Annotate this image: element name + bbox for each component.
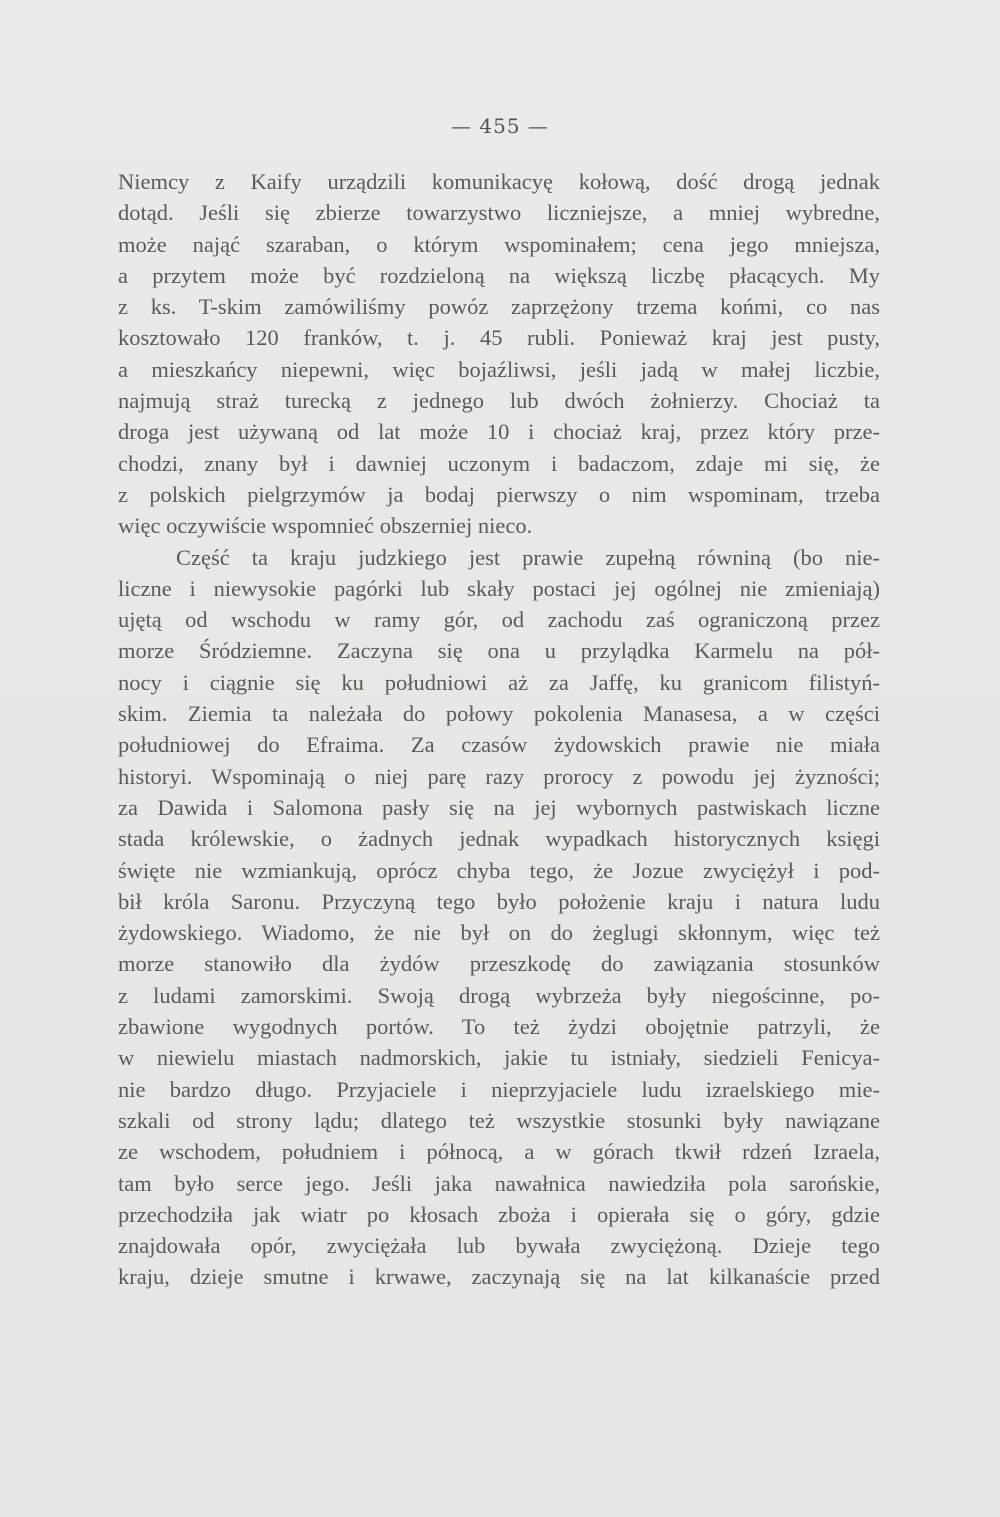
body-text [118, 166, 880, 1293]
text-line: morze stanowiło dla żydów przeszkodę do zawiązania stosunków [118, 951, 880, 977]
text-line: historyi. Wspominają o niej parę razy prorocy z powodu jej żyzności; [118, 763, 880, 789]
text-line: dotąd. Jeśli się zbierze towarzystwo liczniejsze, a mniej wybredne, [118, 200, 880, 226]
text-line: bił króla Saronu. Przyczyną tego było położenie kraju i natura ludu [118, 888, 880, 914]
text-line: morze Śródziemne. Zaczyna się ona u przylądka Karmelu na pół- [118, 638, 880, 664]
text-line: z polskich pielgrzymów ja bodaj pierwszy o nim wspominam, trzeba [118, 481, 880, 507]
text-line: za Dawida i Salomona pasły się na jej wybornych pastwiskach liczne [118, 794, 880, 820]
text-line: zbawione wygodnych portów. To też żydzi obojętnie patrzyli, że [118, 1014, 880, 1040]
text-line: żydowskiego. Wiadomo, że nie był on do żeglugi skłonnym, więc też [118, 920, 880, 946]
text-line: z ks. T-skim zamówiliśmy powóz zaprzężony trzema końmi, co nas [118, 294, 880, 320]
text-line: kosztowało 120 franków, t. j. 45 rubli. Ponieważ kraj jest pusty, [118, 325, 880, 351]
text-line: szkali od strony lądu; dlatego też wszystkie stosunki były nawiązane [118, 1107, 880, 1133]
text-line: z ludami zamorskimi. Swoją drogą wybrzeża były niegościnne, po- [118, 982, 880, 1008]
text-line: tam było serce jego. Jeśli jaka nawałnica nawiedziła pola sarońskie, [118, 1170, 880, 1196]
text-line: droga jest używaną od lat może 10 i chociaż kraj, przez który prze- [118, 419, 880, 445]
text-line: liczne i niewysokie pagórki lub skały postaci jej ogólnej nie zmieniają) [118, 575, 880, 601]
text-line: a mieszkańcy niepewni, więc bojaźliwsi, jeśli jadą w małej liczbie, [118, 356, 880, 382]
text-line: stada królewskie, o żadnych jednak wypadkach historycznych księgi [118, 826, 880, 852]
text-line: Niemcy z Kaify urządzili komunikacyę kołową, dość drogą jednak [118, 169, 880, 194]
text-line: święte nie wzmiankują, oprócz chyba tego, że Jozue zwyciężył i pod- [118, 857, 880, 883]
text-line: ze wschodem, południem i północą, a w górach tkwił rdzeń Izraela, [118, 1139, 880, 1165]
text-line: znajdowała opór, zwyciężała lub bywała zwyciężoną. Dzieje tego [118, 1233, 880, 1259]
text-line-paragraph-end: więc oczywiście wspomnieć obszerniej nieco. [118, 513, 533, 539]
text-line: chodzi, znany był i dawniej uczonym i badaczom, zdaje mi się, że [118, 450, 880, 476]
text-line: kraju, dzieje smutne i krwawe, zaczynają się na lat kilkanaście przed [118, 1264, 880, 1290]
text-line: południowej do Efraima. Za czasów żydowskich prawie nie miała [118, 732, 880, 758]
text-line: może nająć szaraban, o którym wspominałem; cena jego mniejsza, [118, 231, 880, 257]
text-line: najmują straż turecką z jednego lub dwóch żołnierzy. Chociaż ta [118, 388, 880, 414]
text-line: w niewielu miastach nadmorskich, jakie tu istniały, siedzieli Fenicya- [118, 1045, 880, 1071]
text-line: przechodziła jak wiatr po kłosach zboża i opierała się o góry, gdzie [118, 1201, 880, 1227]
text-line: nie bardzo długo. Przyjaciele i nieprzyjaciele ludu izraelskiego mie- [118, 1076, 880, 1102]
text-line: skim. Ziemia ta należała do połowy pokolenia Manasesa, a w części [118, 701, 880, 727]
text-line: a przytem może być rozdzieloną na większą liczbę płacących. My [118, 262, 880, 288]
text-line: ujętą od wschodu w ramy gór, od zachodu zaś ograniczoną przez [118, 607, 880, 633]
page-number: — 455 — [451, 114, 549, 138]
text-line-paragraph-start: Część ta kraju judzkiego jest prawie zupełną równiną (bo nie- [176, 544, 880, 570]
text-line: nocy i ciągnie się ku południowi aż za Jaffę, ku granicom filistyń- [118, 669, 880, 695]
